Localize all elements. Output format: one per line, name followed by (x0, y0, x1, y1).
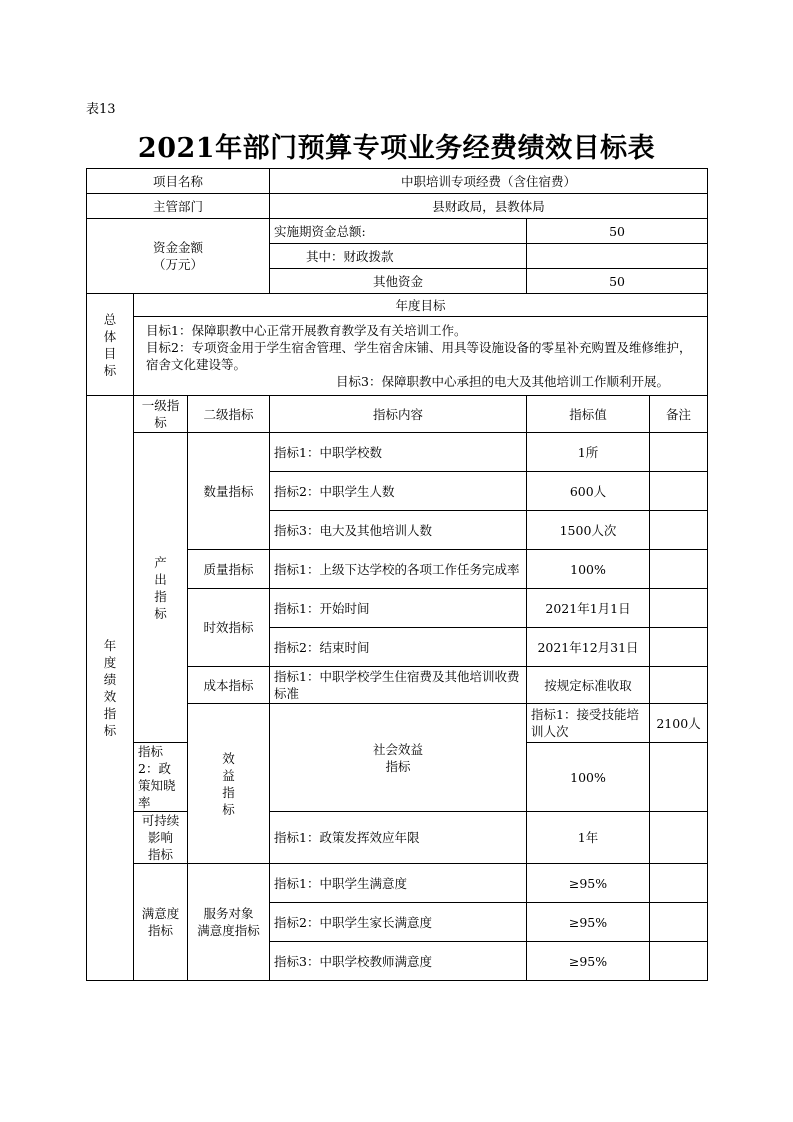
funds-total-row (87, 219, 708, 244)
overall-goal-label (87, 294, 134, 396)
indicator-note (650, 903, 708, 942)
funds-label (87, 219, 270, 294)
indicator-content: 指标1：接受技能培训人次 (527, 704, 650, 743)
social-benefit-line2: 指标 (385, 758, 411, 774)
overall-goal-text (134, 317, 708, 396)
indicator-note (650, 550, 708, 589)
indicator-value: 2021年12月31日 (527, 628, 650, 667)
service-satisfaction-line1: 服务对象 (203, 906, 254, 921)
sustainability-line1: 可持续影响 (141, 813, 180, 845)
annual-indicator-label (87, 396, 134, 981)
indicator-content: 指标1：开始时间 (270, 589, 527, 628)
indicator-value: ≥95% (527, 864, 650, 903)
indicator-note (650, 743, 708, 812)
annual-indicator-char: 标 (103, 723, 117, 738)
department-value: 县财政局，县教体局 (270, 194, 708, 219)
output-indicator-char: 产 (154, 554, 167, 570)
indicator-note (650, 433, 708, 472)
overall-goal-char: 体 (103, 328, 117, 344)
page-title: 2021年部门预算专项业务经费绩效目标表 (137, 133, 656, 164)
indicator-value: ≥95% (527, 942, 650, 981)
indicator-value: 600人 (527, 472, 650, 511)
performance-target-table (86, 168, 708, 981)
year-goal-label: 年度目标 (134, 294, 708, 317)
indicator-content: 指标2：中职学生人数 (270, 472, 527, 511)
project-name-row (87, 169, 708, 194)
sustainability-line2: 指标 (147, 847, 173, 862)
annual-indicator-char: 指 (103, 706, 117, 721)
annual-indicator-char: 效 (103, 689, 117, 704)
indicator-value: 1500人次 (527, 511, 650, 550)
table-row (87, 864, 708, 903)
indicator-note (650, 589, 708, 628)
sustainability-indicator (134, 812, 188, 864)
indicator-content: 指标2：结束时间 (270, 628, 527, 667)
benefit-indicator-char: 效 (222, 750, 235, 766)
col-level1: 一级指标 (134, 396, 188, 433)
indicator-note (650, 511, 708, 550)
col-note: 备注 (650, 396, 708, 433)
annual-indicator-char: 绩 (103, 672, 117, 687)
overall-goal-char: 总 (103, 311, 117, 327)
indicator-note (650, 812, 708, 864)
indicator-value: 1年 (527, 812, 650, 864)
department-label: 主管部门 (87, 194, 270, 219)
benefit-indicator-label (188, 704, 270, 864)
output-indicator-label (134, 433, 188, 743)
cost-indicator: 成本指标 (188, 667, 270, 704)
funds-label-line2: （万元） (152, 257, 203, 272)
indicator-value: 100% (527, 743, 650, 812)
service-satisfaction-indicator (188, 864, 270, 981)
output-indicator-char: 出 (154, 571, 167, 587)
funds-other-label: 其他资金 (270, 269, 527, 294)
indicator-content: 指标1：上级下达学校的各项工作任务完成率 (270, 550, 527, 589)
indicator-value: ≥95% (527, 903, 650, 942)
funds-fiscal-label: 其中：财政拨款 (270, 244, 527, 269)
indicator-note (650, 942, 708, 981)
indicator-content: 指标1：政策发挥效应年限 (270, 812, 527, 864)
output-indicator-char: 标 (154, 605, 167, 621)
benefit-indicator-char: 指 (222, 784, 235, 800)
overall-goal-char: 标 (103, 362, 117, 378)
social-benefit-indicator (270, 704, 527, 812)
goal-3: 目标3：保障职教中心承担的电大及其他培训工作顺利开展。 (336, 374, 669, 389)
department-row (87, 194, 708, 219)
funds-fiscal-value (527, 244, 708, 269)
benefit-indicator-char: 标 (222, 801, 235, 817)
col-level2: 二级指标 (188, 396, 270, 433)
overall-goal-text-row (87, 317, 708, 396)
goal-1: 目标1：保障职教中心正常开展教育教学及有关培训工作。 (146, 323, 467, 338)
table-number: 表13 (86, 102, 116, 117)
indicator-note (650, 628, 708, 667)
indicator-value: 100% (527, 550, 650, 589)
funds-total-label: 实施期资金总额: (270, 219, 527, 244)
indicator-note (650, 667, 708, 704)
indicator-content: 指标1：中职学校学生住宿费及其他培训收费标准 (270, 667, 527, 704)
table-row (87, 433, 708, 472)
satisfaction-line1: 满意度 (141, 906, 180, 921)
indicator-content: 指标2：中职学生家长满意度 (270, 903, 527, 942)
service-satisfaction-line2: 满意度指标 (197, 923, 260, 938)
funds-other-value: 50 (527, 269, 708, 294)
social-benefit-line1: 社会效益 (372, 741, 423, 757)
annual-indicator-char: 度 (103, 655, 117, 670)
quantity-indicator: 数量指标 (188, 433, 270, 550)
indicator-content: 指标2：政策知晓率 (134, 743, 188, 812)
annual-indicator-char: 年 (103, 638, 117, 653)
indicator-content: 指标3：电大及其他培训人数 (270, 511, 527, 550)
indicator-header-row (87, 396, 708, 433)
col-content: 指标内容 (270, 396, 527, 433)
table-row (87, 812, 708, 864)
project-name-value: 中职培训专项经费（含住宿费） (270, 169, 708, 194)
quality-indicator: 质量指标 (188, 550, 270, 589)
project-name-label: 项目名称 (87, 169, 270, 194)
funds-label-line1: 资金金额 (152, 240, 203, 255)
indicator-value: 按规定标准收取 (527, 667, 650, 704)
goal-2: 目标2：专项资金用于学生宿舍管理、学生宿舍床铺、用具等设施设备的零星补充购置及维修维护，宿舍文化建设等。 (146, 340, 692, 372)
indicator-value: 2100人 (650, 704, 708, 743)
indicator-note (650, 472, 708, 511)
satisfaction-indicator (134, 864, 188, 981)
indicator-content: 指标1：中职学生满意度 (270, 864, 527, 903)
indicator-content: 指标1：中职学校数 (270, 433, 527, 472)
indicator-value: 1所 (527, 433, 650, 472)
col-value: 指标值 (527, 396, 650, 433)
timeliness-indicator: 时效指标 (188, 589, 270, 667)
indicator-content: 指标3：中职学校教师满意度 (270, 942, 527, 981)
overall-goal-char: 目 (103, 345, 117, 361)
funds-total-value: 50 (527, 219, 708, 244)
indicator-note (650, 864, 708, 903)
satisfaction-line2: 指标 (147, 923, 173, 938)
indicator-value: 2021年1月1日 (527, 589, 650, 628)
output-indicator-char: 指 (154, 588, 167, 604)
overall-goal-header-row (87, 294, 708, 317)
benefit-indicator-char: 益 (222, 767, 235, 783)
